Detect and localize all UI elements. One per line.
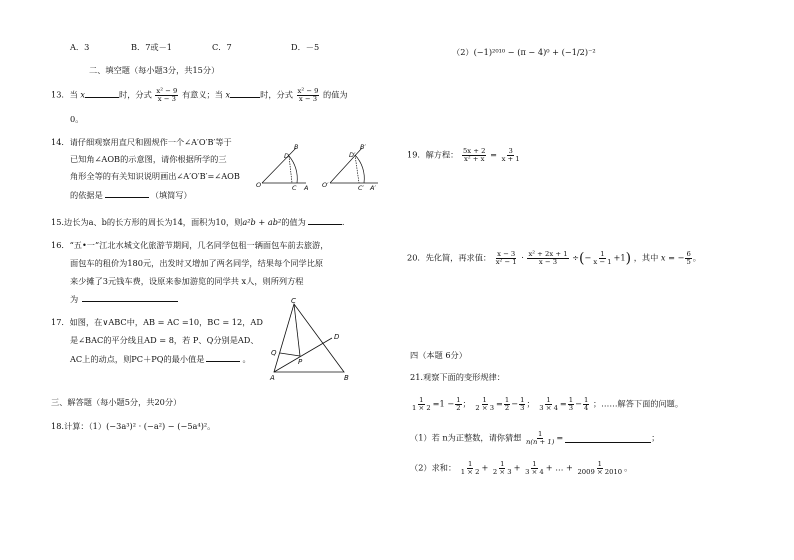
fig-label-d: D [334,333,340,341]
q13-blank-2[interactable] [230,90,260,98]
fig2-label-o: O′ [322,181,329,189]
q12-choice-b: B．7或－1 [131,42,172,52]
q17-line-3: AC上的动点，则PC＋PQ的最小值是 。 [70,354,251,364]
q21-blank[interactable] [565,435,651,443]
q13-fraction-2: $\frac{\text{x² − 9}}{x - 3}$ [297,87,319,104]
fig-label-p: P [298,358,303,366]
segment-qp [280,353,300,356]
fig1-label-c: C [292,184,297,192]
q17-blank[interactable] [206,354,240,362]
q17-figure [264,296,354,384]
q16-line-3: 来少摊了3元钱车费，设原来参加游览的同学共 x人，则所列方程 [70,276,304,286]
q17-line-2: 是∠BAC的平分线且AD = 8，若 P、Q分别是AD、 [70,335,259,345]
fig1-ray-ob [262,148,296,183]
q14-line-4: 的依据是 （填简写） [70,190,192,200]
q14-line-3: 角形全等的有关知识说明画出∠A′O′B′=∠AOB [70,171,240,181]
q18: 18.计算：（1）(−3a³)² · (−a²) − (−5a⁴)²。 [51,421,216,431]
q21-part2: （2）求和： $\frac{1}{1 \times 2}$ + $\frac{1}{2 \times 3}$ + $\frac{1}{3 \times 4}$ + … + $\frac{1}{2009 \times 2010}$ 。 [410,460,633,477]
q13: 13．当 x 时，分式 $\frac{\text{x² − 9}}{x - 3}$ 有意义；当 x 时，分式 $\frac{\text{x² − 9}}{x - 3}$ 的值为 [51,87,348,104]
fig2-label-b: B′ [360,143,366,151]
fig1-label-o: O [256,181,262,189]
q21-line-1: 21.观察下面的变形规律： [410,372,505,382]
q14-line-2: 已知角∠AOB的示意图，请你根据所学的三 [70,154,227,164]
fig-label-a: A [270,374,275,382]
q19: 19．解方程： $\frac{5x + 2}{\text{x² + x}}$ = $\frac{3}{x + 1}$ [407,147,520,164]
fig-label-c: C [291,297,296,305]
q17-line-1: 17．如图，在∨ABC中，AB = AC =10，BC = 12，AD [51,317,263,327]
q16-line-2: 面包车的租价为180元，出发时又增加了两名同学，结果每个同学比原 [70,258,324,268]
q12-choice-a: A．3 [70,42,90,52]
fig1-label-b: B [294,143,299,151]
section4-heading: 四（本题 6分） [410,350,467,360]
q16-line-1: 16．“五•一”江北水城文化旅游节期间，几名同学包租一辆面包车前去旅游， [51,240,329,250]
q15: 15.边长为a、b的长方形的周长为14，面积为10，则a²b + ab²的值为 . [51,217,345,227]
q21-pattern: $\frac{1}{1 \times 2}$ =1 − $\frac{1}{2}$ ； $\frac{1}{2 \times 3}$ = $\frac{1}{2}$ − $\frac{1}{3}$ ； $\frac{1}{3 \times 4}$ = $\frac{1}{3}$ − $\frac{1}{4}$ ；……解答下面的问题。 [412,396,684,413]
fig-label-q: Q [271,349,277,357]
q14-line-1: 14．请仔细观察用直尺和圆规作一个∠A′O′B′等于 [51,137,232,147]
q21-part1: （1）若 n为正整数，请你猜想 $\frac{1}{n(n + 1)}$ = ； [410,430,660,447]
q14-blank[interactable] [105,190,149,198]
q13-fraction-1: $\frac{\text{x² − 9}}{x - 3}$ [156,87,178,104]
fig2-label-c: C′ [358,184,365,192]
fig2-label-a: A′ [370,184,376,192]
q12-choice-c: C．7 [212,42,232,52]
q13-tail: 0。 [70,114,84,124]
fig2-ray-ob [330,148,362,183]
q15-blank[interactable] [308,217,342,225]
q13-blank-1[interactable] [85,90,119,98]
q16-blank[interactable] [82,294,178,302]
segment-cp [294,304,300,356]
fig2-label-d: D′ [349,151,356,159]
fig1-label-d: D [284,152,290,160]
q16-line-4: 为 [70,294,178,305]
fig-label-b: B [344,374,349,382]
section2-heading: 二、填空题（每小题3分，共15分） [89,65,220,75]
q20: 20．先化简，再求值： $\frac{x - 3}{\text{x² − 1}}$ · $\frac{\text{x² + 2x + 1}}{x - 3}$ ÷(− $\frac{1}{x - 1}$ +1) ，其中 x = − $\frac{6}{5}$ 。 [407,250,701,267]
q14-figure [256,140,382,195]
q12-choice-d: D．－5 [291,42,320,52]
section3-heading: 三、解答题（每小题5分，共20分） [51,397,182,407]
fig2-arc [355,155,364,183]
fig1-label-a: A [304,184,309,192]
q18-part2: （2）(−1)²⁰¹⁰ − (π − 4)⁰ + (−1/2)⁻² [452,47,596,57]
